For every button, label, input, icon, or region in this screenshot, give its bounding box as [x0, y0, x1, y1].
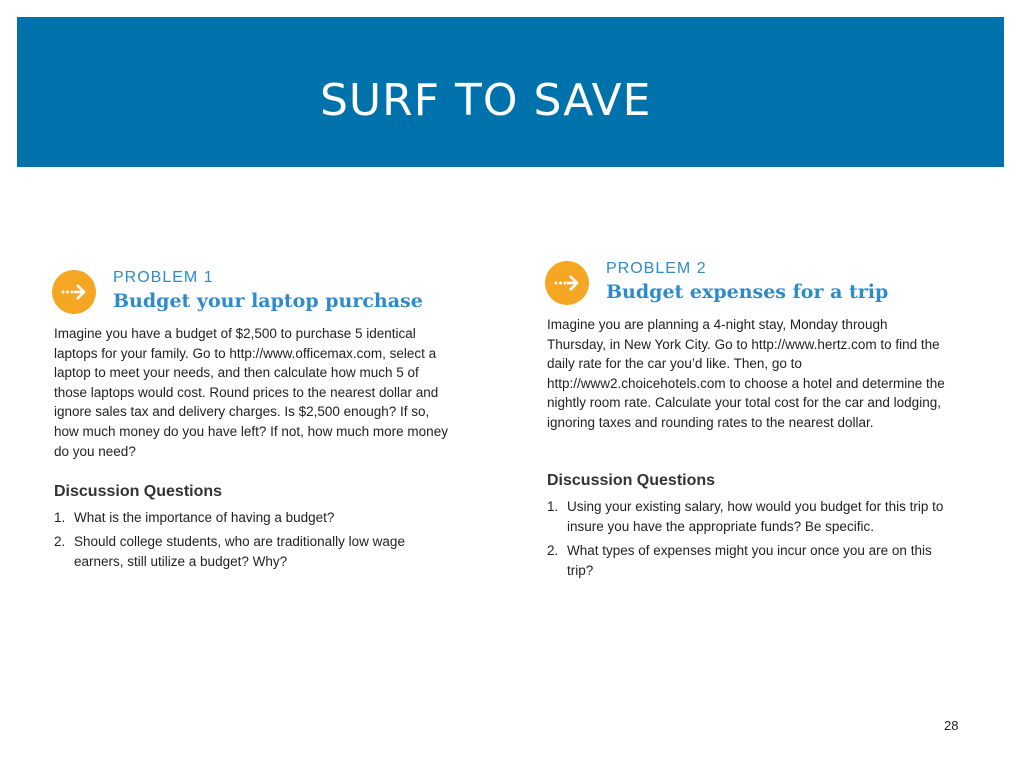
problem-body: Imagine you are planning a 4-night stay, Monday through Thursday, in New York City. Go to http://www.hertz.com to find the daily rate for the car you’d like. Then, go to http://www2.choicehotels.com to choose a hotel and determine the nightly room rate. Calculate your total cost for the car and lodging, ignoring taxes and rounding rates to the nearest dollar. [547, 317, 945, 430]
problem-heading: Budget your laptop purchase [113, 290, 423, 312]
discussion-question [547, 541, 947, 580]
page-number: 28 [944, 718, 959, 733]
question-number: 1. [547, 499, 559, 514]
problem-body: Imagine you have a budget of $2,500 to purchase 5 identical laptops for your family. Go to http://www.officemax.com, select a laptop to meet your needs, and then calculate how much 5 of those laptops would cost. Round prices to the nearest dollar and ignore sales tax and delivery charges. Is $2,500 enough? If so, how much money do you have left? If not, how much more money do you need? [54, 326, 448, 459]
question-text: What types of expenses might you incur once you are on this trip? [567, 543, 932, 578]
problem-kicker: PROBLEM 1 [113, 269, 214, 286]
discussion-heading: Discussion Questions [54, 483, 223, 500]
question-text: What is the importance of having a budget? [74, 510, 335, 525]
discussion-question [54, 508, 454, 528]
question-number: 2. [54, 534, 66, 549]
discussion-question [547, 497, 947, 536]
problem-kicker: PROBLEM 2 [606, 260, 707, 277]
slide-title: SURF TO SAVE [320, 75, 652, 126]
arrow-right-icon [52, 270, 96, 314]
discussion-question [54, 532, 454, 571]
question-number: 2. [547, 543, 559, 558]
question-text: Should college students, who are traditionally low wage earners, still utilize a budget? Why? [74, 534, 405, 569]
question-text: Using your existing salary, how would you budget for this trip to insure you have the appropriate funds? Be specific. [567, 499, 944, 534]
question-number: 1. [54, 510, 66, 525]
discussion-heading: Discussion Questions [547, 472, 716, 489]
problem-heading: Budget expenses for a trip [606, 281, 889, 303]
arrow-right-icon [545, 261, 589, 305]
